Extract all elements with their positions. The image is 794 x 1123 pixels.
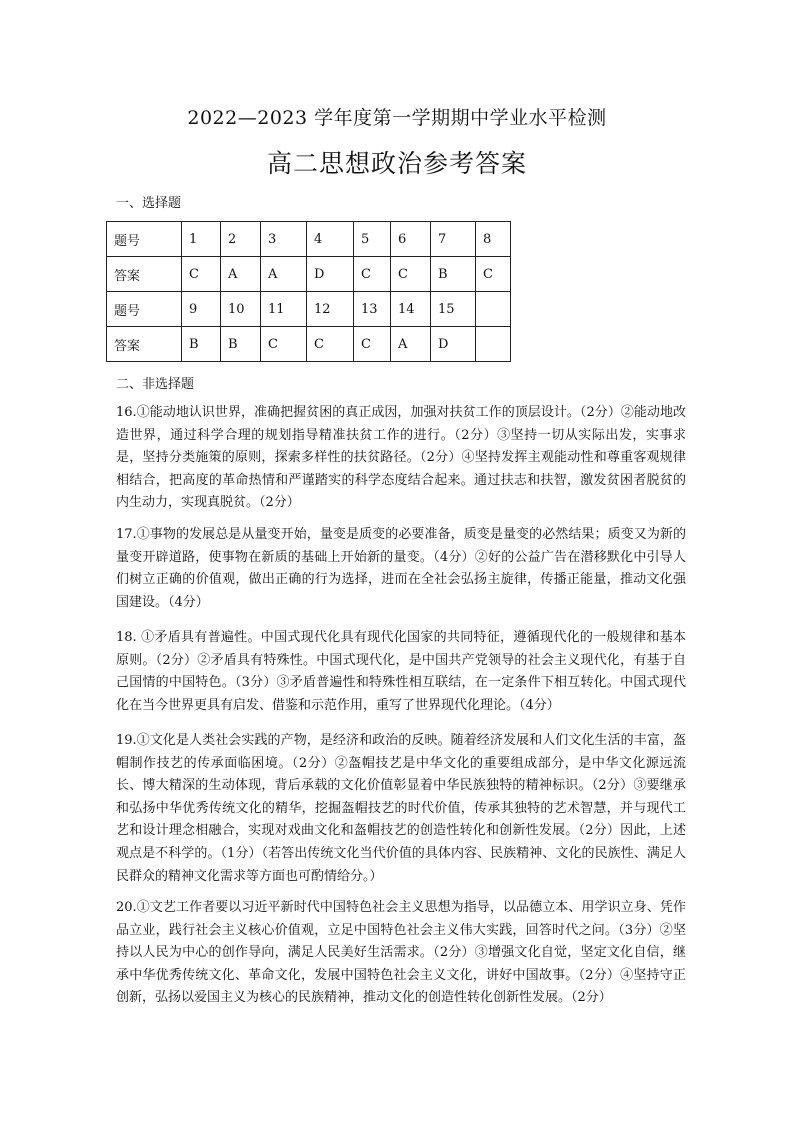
- table-cell: 15: [431, 292, 476, 327]
- table-row: [107, 257, 511, 292]
- table-cell: 7: [431, 222, 476, 257]
- section-heading-essay: 二、非选择题: [116, 377, 195, 392]
- row-header-question: 题号: [107, 222, 182, 257]
- row-header-answer: 答案: [107, 257, 182, 292]
- table-cell: 13: [354, 292, 391, 327]
- answer-18: 18. ①矛盾具有普遍性。中国式现代化具有现代化国家的共同特征，遵循现代化的一般规律和基本原则。（2分）②矛盾具有特殊性。中国式现代化，是中国共产党领导的社会主义现代化，有基于自己国情的中国特色。（3分）③矛盾普遍性和特殊性相互联结，在一定条件下相互转化。中国式现代化在当今世界更具有启发、借鉴和示范作用，重写了世界现代化理论。（4分）: [116, 630, 686, 713]
- table-cell: 8: [476, 222, 511, 257]
- table-cell: 2: [221, 222, 261, 257]
- page-title: 2022—2023 学年度第一学期期中学业水平检测: [187, 107, 607, 129]
- table-cell: C: [261, 327, 307, 362]
- table-cell: B: [431, 257, 476, 292]
- table-cell: A: [391, 327, 431, 362]
- table-cell: 9: [182, 292, 221, 327]
- table-cell: [476, 327, 511, 362]
- table-cell: B: [221, 327, 261, 362]
- table-cell: A: [261, 257, 307, 292]
- table-row: [107, 222, 511, 257]
- table-cell: 4: [307, 222, 354, 257]
- row-header-question: 题号: [107, 292, 182, 327]
- table-row: [107, 327, 511, 362]
- table-cell: C: [391, 257, 431, 292]
- table-cell: C: [182, 257, 221, 292]
- table-cell: C: [307, 327, 354, 362]
- table-cell: B: [182, 327, 221, 362]
- answer-20: 20.①文艺工作者要以习近平新时代中国特色社会主义思想为指导，以品德立本、用学识立身、凭作品立业，践行社会主义核心价值观，立足中国特色社会主义伟大实践，回答时代之问。（3分）②坚持以人民为中心的创作导向，满足人民美好生活需求。（2分）③增强文化自觉，坚定文化自信，继承中华优秀传统文化、革命文化，发展中国特色社会主义文化，讲好中国故事。（2分）④坚持守正创新，弘扬以爱国主义为核心的民族精神，推动文化的创造性转化创新性发展。（2分）: [116, 900, 686, 1006]
- answer-table: [106, 221, 511, 362]
- table-cell: D: [431, 327, 476, 362]
- answer-16: 16.①能动地认识世界，准确把握贫困的真正成因，加强对扶贫工作的顶层设计。（2分）②能动地改造世界，通过科学合理的规划指导精准扶贫工作的进行。（2分）③坚持一切从实际出发，实事求是，坚持分类施策的原则，探索多样性的扶贫路径。（2分）④坚持发挥主观能动性和尊重客观规律相结合，把高度的革命热情和严谨踏实的科学态度结合起来。通过扶志和扶智，激发贫困者脱贫的内生动力，实现真脱贫。（2分）: [116, 405, 686, 511]
- table-cell: C: [354, 257, 391, 292]
- page-subtitle: 高二思想政治参考答案: [266, 149, 527, 178]
- table-cell: 10: [221, 292, 261, 327]
- answer-19: 19.①文化是人类社会实践的产物，是经济和政治的反映。随着经济发展和人们文化生活的丰富，盔帽制作技艺的传承面临困境。（2分）②盔帽技艺是中华文化的重要组成部分，是中华文化源远流长、博大精深的生动体现，背后承载的文化价值彰显着中华民族独特的精神标识。（2分）③要继承和弘扬中华优秀传统文化的精华，挖掘盔帽技艺的时代价值，传承其独特的艺术智慧，并与现代工艺和设计理念相融合，实现对戏曲文化和盔帽技艺的创造性转化和创新性发展。（2分）因此，上述观点是不科学的。（1分）（若答出传统文化当代价值的具体内容、民族精神、文化的民族性、满足人民群众的精神文化需求等方面也可酌情给分。）: [116, 733, 686, 884]
- answer-17: 17.①事物的发展总是从量变开始，量变是质变的必要准备，质变是量变的必然结果；质变又为新的量变开辟道路，使事物在新质的基础上开始新的量变。（4分）②好的公益广告在潜移默化中引导人们树立正确的价值观，做出正确的行为选择，进而在全社会弘扬主旋律，传播正能量，推动文化强国建设。（4分）: [116, 527, 686, 610]
- table-cell: D: [307, 257, 354, 292]
- table-cell: C: [354, 327, 391, 362]
- row-header-answer: 答案: [107, 327, 182, 362]
- table-cell: C: [476, 257, 511, 292]
- table-cell: 5: [354, 222, 391, 257]
- table-cell: 12: [307, 292, 354, 327]
- table-cell: A: [221, 257, 261, 292]
- section-heading-choice: 一、选择题: [116, 196, 182, 211]
- table-cell: 1: [182, 222, 221, 257]
- table-cell: 11: [261, 292, 307, 327]
- table-row: [107, 292, 511, 327]
- table-cell: [476, 292, 511, 327]
- table-cell: 14: [391, 292, 431, 327]
- table-cell: 6: [391, 222, 431, 257]
- table-cell: 3: [261, 222, 307, 257]
